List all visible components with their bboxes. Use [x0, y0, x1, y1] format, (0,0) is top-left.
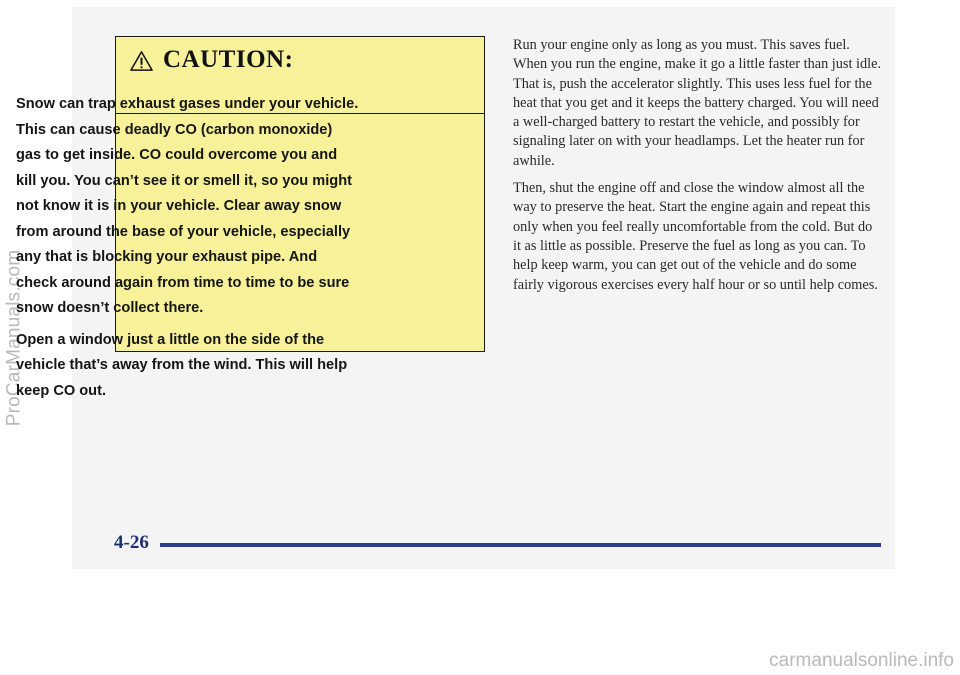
body-paragraph: Run your engine only as long as you must. This saves fuel. When you run the engine, make it go a little faster than just idle. That is, push the accelerator slightly. This uses less fuel for the heat that you get and it keeps the battery charged. You will need a well-charged battery to restart the vehicle, and possibly for signaling later on with your headlamps. Let the heater run for awhile. — [513, 37, 882, 169]
warning-triangle-icon — [130, 50, 153, 72]
caution-text — [16, 92, 361, 410]
body-text-column — [513, 36, 883, 303]
bottom-watermark: carmanualsonline.info — [769, 650, 954, 671]
caution-paragraph: Snow can trap exhaust gases under your vehicle. This can cause deadly CO (carbon monoxide) gas to get inside. CO could overcome you and kill you. You can’t see it or smell it, so you might not know it is in your vehicle. Clear away snow from around the base of your vehicle, especially any that is blocking your exhaust pipe. And check around again from time to time to be sure snow doesn’t collect there. — [16, 96, 359, 316]
footer-rule — [160, 543, 881, 547]
caution-header — [116, 37, 484, 83]
caution-title: CAUTION: — [163, 46, 294, 73]
caution-paragraph: Open a window just a little on the side of the vehicle that’s away from the wind. This will help keep CO out. — [16, 331, 348, 399]
side-watermark-text: ProCarManuals.com — [3, 249, 25, 426]
body-paragraph: Then, shut the engine off and close the window almost all the way to preserve the heat. Start the engine again and repeat this only when you feel really uncomfortable from the cold. But do it as little as possible. Preserve the fuel as long as you can. To help keep warm, you can get out of the vehicle and do some fairly vigorous exercises every half hour or so until help comes. — [513, 180, 878, 293]
page-number: 4-26 — [114, 532, 149, 553]
